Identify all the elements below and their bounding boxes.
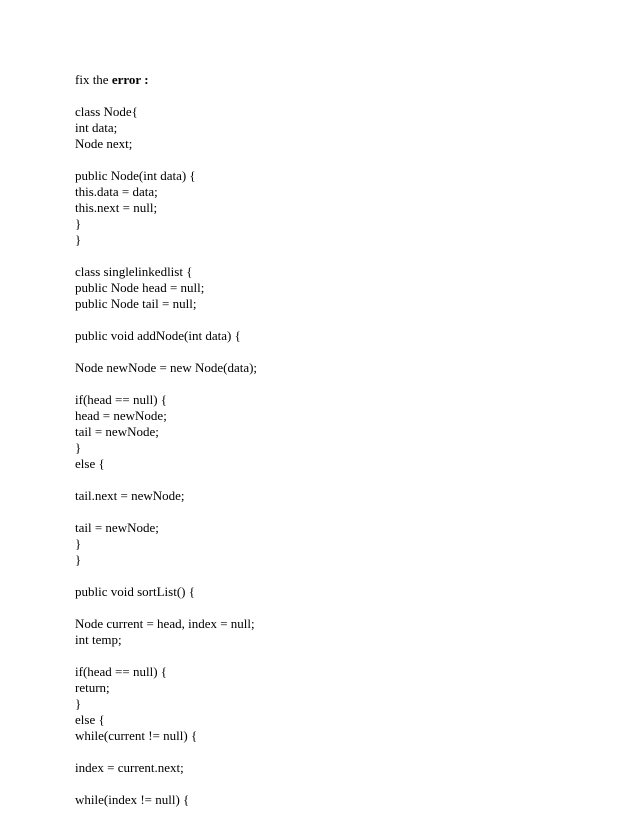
code-line: public Node head = null; (75, 280, 205, 295)
code-line: tail.next = newNode; (75, 488, 185, 503)
code-line: int temp; (75, 632, 122, 647)
code-line: } (75, 696, 82, 711)
code-line: index = current.next; (75, 760, 184, 775)
code-line: public void sortList() { (75, 584, 195, 599)
blank-line (75, 344, 595, 360)
instruction-emphasis: error : (111, 72, 149, 87)
instruction-line (75, 72, 595, 88)
blank-line (75, 648, 595, 664)
code-line: Node next; (75, 136, 133, 151)
code-line: public Node(int data) { (75, 168, 196, 183)
blank-line (75, 600, 595, 616)
blank-line (75, 152, 595, 168)
code-line: } (75, 536, 82, 551)
document-body (75, 72, 595, 808)
code-line: while(index != null) { (75, 792, 190, 807)
code-line: else { (75, 456, 105, 471)
code-line: this.data = data; (75, 184, 158, 199)
code-line: } (75, 552, 82, 567)
code-line: } (75, 232, 82, 247)
code-line: Node newNode = new Node(data); (75, 360, 258, 375)
code-line: } (75, 216, 82, 231)
code-line: if(head == null) { (75, 664, 168, 679)
code-line: public Node tail = null; (75, 296, 197, 311)
instruction-prefix: fix the (75, 72, 112, 87)
code-line: int data; (75, 120, 118, 135)
code-line: } (75, 440, 82, 455)
code-line: class singlelinkedlist { (75, 264, 193, 279)
blank-line (75, 376, 595, 392)
code-line: else { (75, 712, 105, 727)
code-line: Node current = head, index = null; (75, 616, 255, 631)
code-block (75, 88, 595, 808)
blank-line (75, 744, 595, 760)
code-line: this.next = null; (75, 200, 158, 215)
blank-line (75, 88, 595, 104)
blank-line (75, 312, 595, 328)
blank-line (75, 472, 595, 488)
blank-line (75, 248, 595, 264)
code-line: return; (75, 680, 110, 695)
code-line: head = newNode; (75, 408, 167, 423)
blank-line (75, 568, 595, 584)
code-line: public void addNode(int data) { (75, 328, 241, 343)
blank-line (75, 776, 595, 792)
code-line: tail = newNode; (75, 424, 159, 439)
code-line: class Node{ (75, 104, 138, 119)
code-line: if(head == null) { (75, 392, 168, 407)
code-line: while(current != null) { (75, 728, 198, 743)
code-line: tail = newNode; (75, 520, 159, 535)
blank-line (75, 504, 595, 520)
